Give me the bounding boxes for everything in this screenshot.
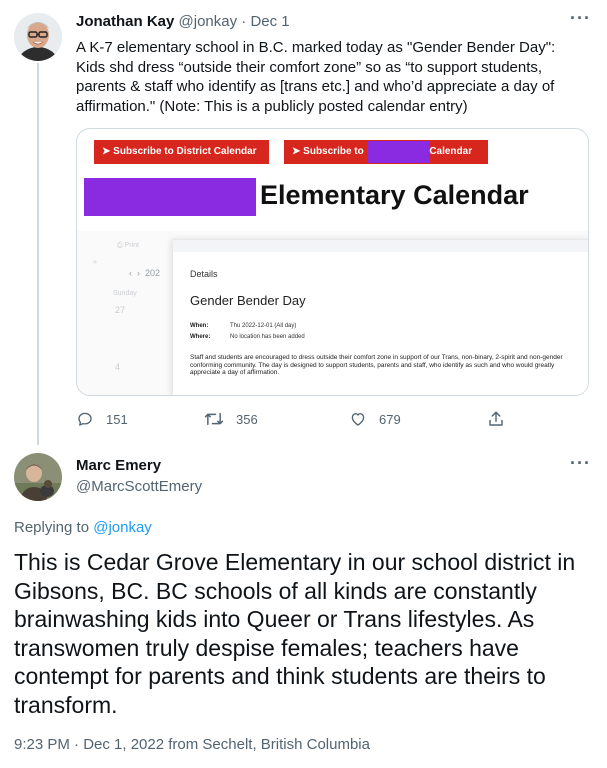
tweet-text: This is Cedar Grove Elementary in our school district in Gibsons, BC. BC schools of all kinds are constantly brainwashing kids into Queer or Trans lifestyles. As transwomen truly despise females; teachers have contempt for parents and think students are theirs to transform.: [14, 549, 576, 718]
calendar-title: Elementary Calendar: [260, 180, 529, 210]
author-name[interactable]: Marc Emery: [76, 457, 162, 474]
separator-dot: ·: [241, 13, 247, 30]
like-button[interactable]: [349, 410, 401, 428]
panel-header-bar: [173, 240, 589, 252]
author-name[interactable]: Jonathan Kay: [76, 13, 175, 30]
redaction-block: [367, 141, 429, 163]
day-number: 4: [115, 362, 121, 372]
tweet-timestamp[interactable]: 9:23 PM · Dec 1, 2022 from Sechelt, British Columbia: [14, 736, 370, 753]
redaction-block: [84, 178, 256, 216]
retweet-button[interactable]: [204, 410, 258, 428]
reply-icon: [76, 410, 94, 428]
mention-link[interactable]: @jonkay: [93, 519, 152, 536]
share-button[interactable]: [487, 410, 505, 428]
thread-connector-line: [37, 63, 39, 445]
nav-icon: »: [93, 259, 97, 266]
more-options-icon[interactable]: ···: [570, 8, 591, 28]
author-handle[interactable]: @jonkay: [178, 13, 238, 30]
subscribe-school-button: ➤ Subscribe to Calendar: [284, 140, 488, 164]
tweet-image[interactable]: [76, 128, 589, 396]
like-count: 679: [379, 411, 401, 427]
reply-count: 151: [106, 411, 128, 427]
print-link: ⎙ Print: [117, 242, 139, 249]
author-handle[interactable]: @MarcScottEmery: [76, 478, 203, 495]
tweet-text: A K-7 elementary school in B.C. marked today as "Gender Bender Day": Kids shd dress “outside their comfort zone” so as “to support students, parents & staff who identify as [trans etc.] and who’d appreciate a day of affirmation." (Note: This is a publicly posted calendar entry): [76, 39, 556, 115]
calendar-nav: ‹ › 202: [129, 268, 161, 278]
subscribe-district-button: ➤ Subscribe to District Calendar: [94, 140, 269, 164]
day-label: Sunday: [113, 290, 137, 297]
event-description: Staff and students are encouraged to dress outside their comfort zone in support of our Trans, non-binary, 2-spirit and non-gender conforming community. The day is designed to support students, parents and staff, who identify as such and who would greatly appreciate a day of affirmation.: [190, 354, 563, 377]
heart-icon: [349, 410, 367, 428]
more-options-icon[interactable]: ···: [570, 453, 591, 473]
reply-button[interactable]: [76, 410, 128, 428]
where-value: No location has been added: [230, 334, 305, 340]
retweet-count: 356: [236, 411, 258, 427]
cursor-icon: ➤: [102, 146, 114, 157]
cursor-icon: ➤: [292, 146, 304, 157]
avatar[interactable]: [14, 453, 62, 501]
retweet-icon: [204, 410, 224, 428]
tweet-header: [76, 13, 290, 30]
share-icon: [487, 410, 505, 428]
avatar[interactable]: [14, 13, 62, 61]
when-label: When:: [190, 323, 209, 329]
tweet-time[interactable]: Dec 1: [250, 13, 290, 30]
day-number: 27: [115, 305, 126, 315]
where-label: Where:: [190, 334, 211, 340]
replying-to: Replying to @jonkay: [14, 519, 152, 536]
details-heading: Details: [190, 269, 218, 279]
event-details-panel: [173, 239, 589, 396]
event-title: Gender Bender Day: [190, 293, 306, 308]
when-value: Thu 2022-12-01 (All day): [230, 323, 297, 329]
